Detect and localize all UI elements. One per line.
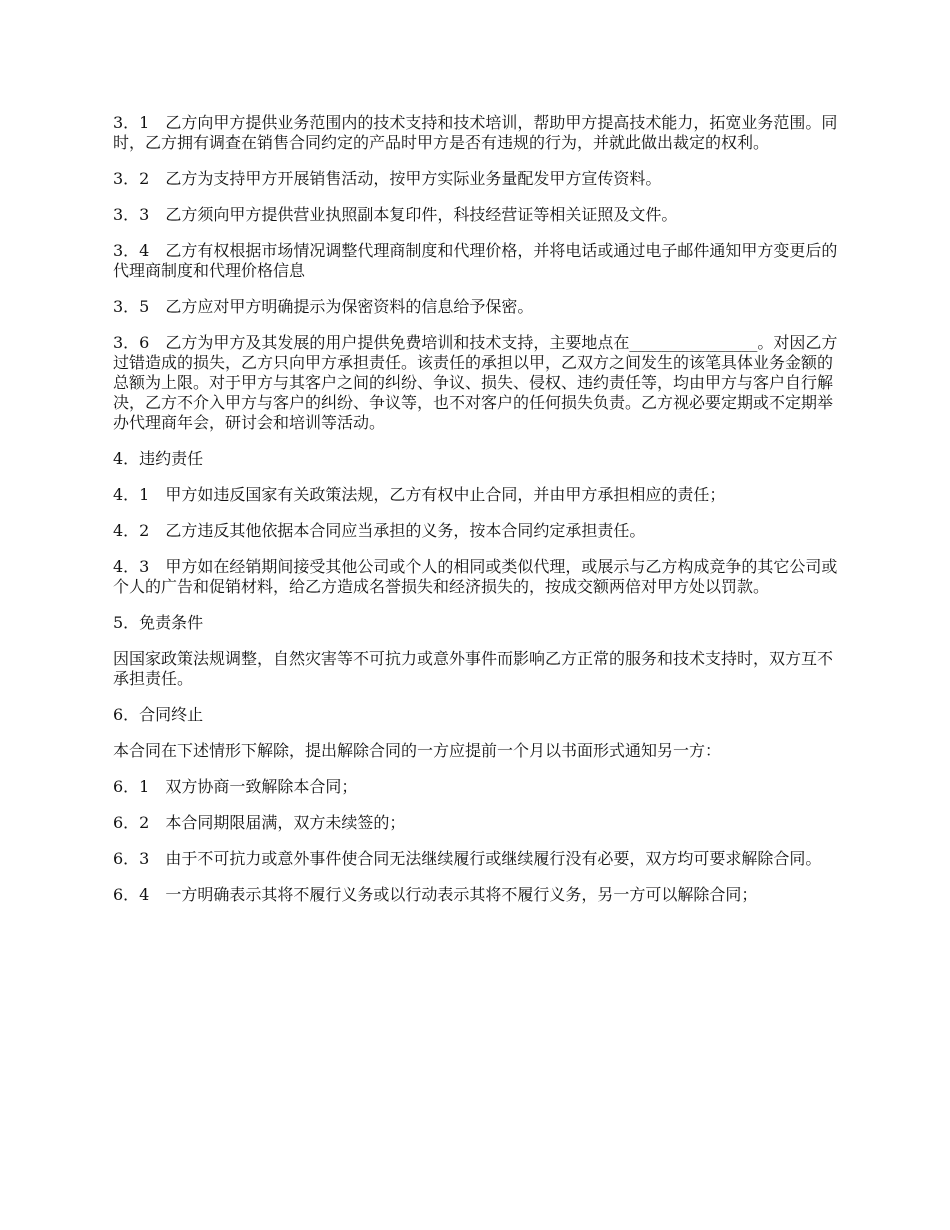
section-4-heading: 4．违约责任 — [113, 449, 204, 468]
clause-6-4: 6．4 一方明确表示其将不履行义务或以行动表示其将不履行义务，另一方可以解除合同； — [113, 885, 758, 904]
clause-3-6: 3．6 乙方为甲方及其发展的用户提供免费培训和技术支持，主要地点在________________。对因乙方过错造成的损失，乙方只向甲方承担责任。该责任的承担以甲，乙双方之间发生的该笔具体业务金额的总额为上限。对于甲方与其客户之间的纠纷、争议、损失、侵权、违约责任等，均由甲方与客户自行解决，乙方不介入甲方与客户的纠纷、争议等，也不对客户的任何损失负责。乙方视必要定期或不定期举办代理商年会，研讨会和培训等活动。 — [113, 333, 838, 432]
clause-4-1: 4．1 甲方如违反国家有关政策法规，乙方有权中止合同，并由甲方承担相应的责任； — [113, 485, 726, 504]
section-5-text: 因国家政策法规调整，自然灾害等不可抗力或意外事件而影响乙方正常的服务和技术支持时，双方互不承担责任。 — [113, 649, 834, 688]
clause-6-1: 6．1 双方协商一致解除本合同； — [113, 777, 358, 796]
clause-3-3: 3．3 乙方须向甲方提供营业执照副本复印件，科技经营证等相关证照及文件。 — [113, 205, 678, 224]
section-5-heading: 5．免责条件 — [113, 613, 204, 632]
clause-6-3: 6．3 由于不可抗力或意外事件使合同无法继续履行或继续履行没有必要，双方均可要求解除合同。 — [113, 849, 822, 868]
clause-3-2: 3．2 乙方为支持甲方开展销售活动，按甲方实际业务量配发甲方宣传资料。 — [113, 169, 662, 188]
clause-6-2: 6．2 本合同期限届满，双方未续签的； — [113, 813, 406, 832]
section-6-intro: 本合同在下述情形下解除，提出解除合同的一方应提前一个月以书面形式通知另一方： — [113, 741, 722, 760]
document-body — [113, 113, 848, 921]
clause-3-4: 3．4 乙方有权根据市场情况调整代理商制度和代理价格，并将电话或通过电子邮件通知甲方变更后的代理商制度和代理价格信息 — [113, 241, 838, 280]
clause-3-1: 3．1 乙方向甲方提供业务范围内的技术支持和技术培训，帮助甲方提高技术能力，拓宽业务范围。同时，乙方拥有调查在销售合同约定的产品时甲方是否有违规的行为，并就此做出裁定的权利。 — [113, 113, 838, 152]
clause-4-2: 4．2 乙方违反其他依据本合同应当承担的义务，按本合同约定承担责任。 — [113, 521, 646, 540]
clause-3-5: 3．5 乙方应对甲方明确提示为保密资料的信息给予保密。 — [113, 297, 534, 316]
clause-4-3: 4．3 甲方如在经销期间接受其他公司或个人的相同或类似代理，或展示与乙方构成竞争的其它公司或个人的广告和促销材料，给乙方造成名誉损失和经济损失的，按成交额两倍对甲方处以罚款。 — [113, 557, 838, 596]
section-6-heading: 6．合同终止 — [113, 705, 204, 724]
